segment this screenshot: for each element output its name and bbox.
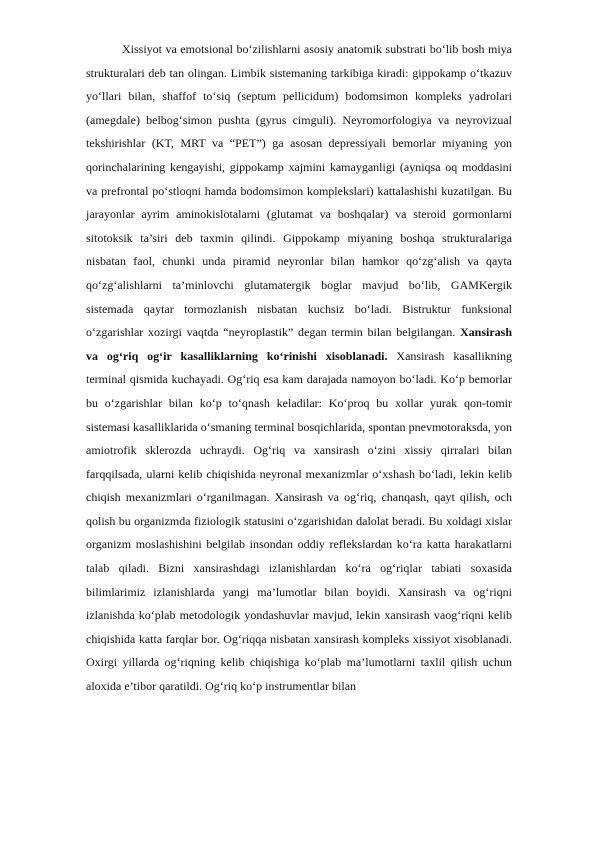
paragraph-text-part2: Xansirash kasallikning terminal qismida kuchayadi. Og‘riq esa kam darajada namoyon bo‘ladi. Ko‘p bemorlar bu o‘zgarishlar bilan ko‘p to‘qnash keladilar: Ko‘proq bu xollar yurak qon-tomir sistemasi kasalliklarida o‘smaning terminal bosqichlarida, spontan pnevmotoraksda, yon amiotrofik sklerozda uchraydi. Og‘riq va xansirash o‘zini xissiy qirralari bilan farqqilsada, ularni kelib chiqishida neyronal mexanizmlar o‘xshash bo‘ladi, lekin kelib chiqish mexanizmlari o‘rganilmagan. Xansirash va og‘riq, chanqash, qayt qilish, och qolish bu organizmda fiziologik statusini o‘zgarishidan dalolat beradi. Bu xoldagi xislar organizm moslashishini belgilab insondan oddiy reflekslardan ko‘ra katta harakatlarni talab qiladi. Bizni xansirashdagi izlanishlardan ko‘ra og‘riqlar tabiati soxasida bilimlarimiz izlanishlarda yangi ma’lumotlar bilan boyidi. Xansirash va og‘riqni izlanishda ko‘plab metodologik yondashuvlar mavjud, lekin xansirash vaog‘riqni kelib chiqishida katta farqlar bor. Og‘riqqa nisbatan xansirash kompleks xissiyot xisoblanadi. Oxirgi yillarda og‘riqning kelib chiqishiga ko‘plab ma’lumotlarni taxlil qilish uchun aloxida e’tibor qaratildi. Og‘riq ko‘p instrumentlar bilan — [86, 348, 512, 694]
document-page — [86, 38, 512, 699]
paragraph-text-part1: Xissiyot va emotsional bo‘zilishlarni asosiy anatomik substrati bo‘lib bosh miya strukturalari deb tan olingan. Limbik sistemaning tarkibiga kiradi: gippokamp o‘tkazuv yo‘llari bilan, shaffof to‘siq (septum pellicidum) bodomsimon kompleks yadrolari (amegdale) belbog‘simon pushta (gyrus cimguli). Neyromorfologiya va neyrovizual tekshirishlar (KT, MRT va “PET”) ga asosan depressiyali bemorlar miyaning yon qorinchalarining kengayishi, gippokamp xajmini kamayganligi (ayniqsa oq moddasini va prefrontal po‘stloqni hamda bodomsimon komplekslari) kattalashishi kuzatilgan. Bu jarayonlar ayrim aminokislotalarni (glutamat va boshqalar) va steroid gormonlarni sitotoksik ta’siri deb taxmin qilindi. Gippokamp miyaning boshqa strukturalariga nisbatan faol, chunki unda piramid neyronlar bilan hamkor qo‘zg‘alish va qayta qo‘zg‘alishlarni ta’minlovchi glutamatergik boglar mavjud bo‘lib, GAMKergik sistemada qaytar tormozlanish nisbatan kuchsiz bo‘ladi. Bistruktur funksional o‘zgarishlar xozirgi vaqtda “neyroplastik” degan termin bilan belgilangan. — [86, 42, 512, 340]
body-paragraph — [86, 38, 512, 699]
bold-heading: Xansirash va og‘riq og‘ir kasalliklarning ko‘rinishi xisoblanadi. — [86, 325, 512, 363]
